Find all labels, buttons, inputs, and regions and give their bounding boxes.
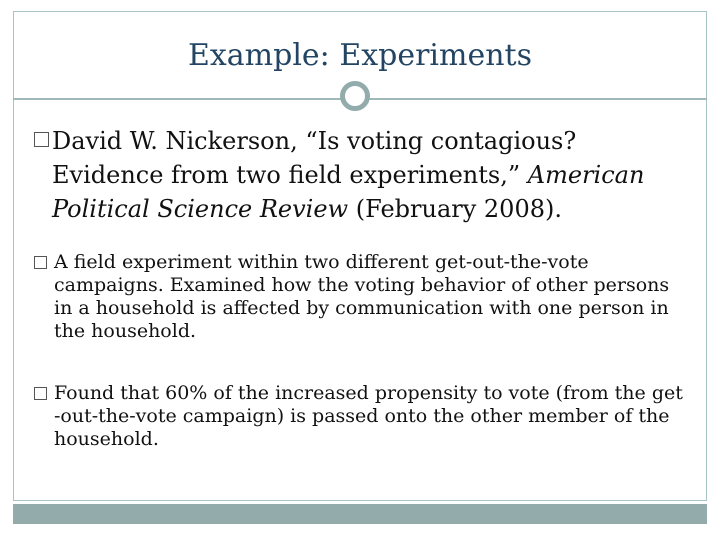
bullet-experiment-text: A field experiment within two different get-out-the-vote campaigns. Examined how the voting behavior of other persons in a household is affected by communication with one person in the household. (54, 251, 670, 342)
bullet-citation-text (34, 124, 694, 226)
divider-ring-ornament (340, 81, 370, 111)
bullet-finding-text: Found that 60% of the increased propensity to vote (from the get -out-the-vote campaign) is passed onto the other member of the household. (54, 382, 683, 450)
bullet-box-icon (34, 387, 47, 400)
bullet-box-icon (34, 132, 49, 147)
bullet-finding (34, 382, 689, 451)
bullet-citation (34, 124, 694, 226)
citation-text-end: (February 2008). (348, 195, 562, 223)
slide-title: Example: Experiments (187, 38, 533, 73)
bullet-experiment-description (34, 251, 689, 343)
footer-bar (13, 504, 707, 524)
citation-journal: American Political Science Review (52, 161, 645, 223)
citation-text-start: David W. Nickerson, “Is voting contagious? Evidence from two field experiments,” (52, 127, 577, 189)
bullet-box-icon (34, 256, 47, 269)
